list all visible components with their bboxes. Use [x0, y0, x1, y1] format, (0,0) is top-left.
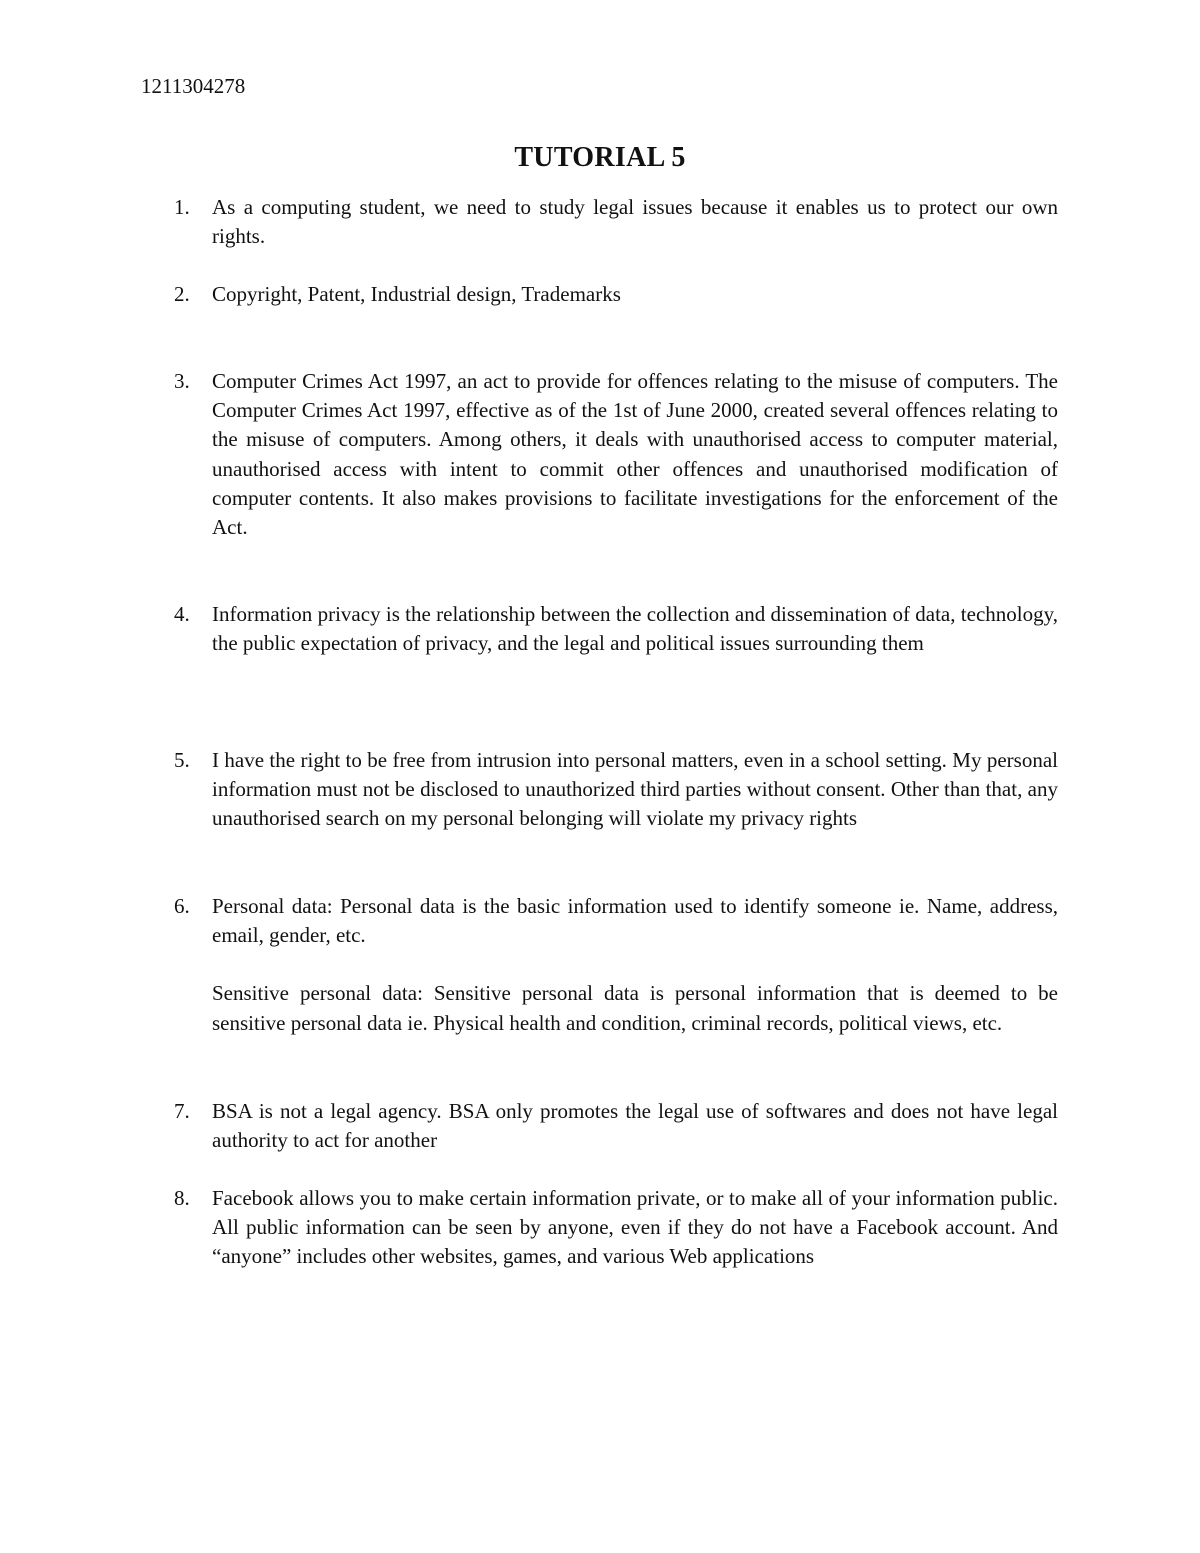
- item-paragraph: Personal data: Personal data is the basic information used to identify someone ie. Name, address, email, gender, etc.: [212, 894, 1058, 948]
- item-number: 2.: [174, 282, 190, 306]
- item-text: [212, 746, 1058, 834]
- item-paragraph: Computer Crimes Act 1997, an act to provide for offences relating to the misuse of computers. The Computer Crimes Act 1997, effective as of the 1st of June 2000, created several offences relating to the misuse of computers. Among others, it deals with unauthorised access to computer material, unauthorised access with intent to commit other offences and unauthorised modification of computer contents. It also makes provisions to facilitate investigations for the enforcement of the Act.: [212, 369, 1058, 540]
- item-text: [212, 280, 1058, 309]
- item-number: 3.: [174, 369, 190, 393]
- item-paragraph: Sensitive personal data: Sensitive personal data is personal information that is deemed to be sensitive personal data ie. Physical health and condition, criminal records, political views, etc.: [212, 981, 1058, 1035]
- item-number: 1.: [174, 195, 190, 219]
- item-text: [212, 1184, 1058, 1272]
- item-text: [212, 892, 1058, 1038]
- item-paragraph: Information privacy is the relationship between the collection and dissemination of data, technology, the public expectation of privacy, and the legal and political issues surrounding them: [212, 602, 1058, 656]
- item-number: 5.: [174, 748, 190, 772]
- item-number: 6.: [174, 894, 190, 918]
- item-text: [212, 193, 1058, 251]
- item-paragraph: Facebook allows you to make certain information private, or to make all of your information public. All public information can be seen by anyone, even if they do not have a Facebook account. And “anyone” includes other websites, games, and various Web applications: [212, 1186, 1058, 1269]
- item-text: [212, 600, 1058, 658]
- item-number: 7.: [174, 1099, 190, 1123]
- item-number: 4.: [174, 602, 190, 626]
- item-text: [212, 1097, 1058, 1155]
- page-title: TUTORIAL 5: [514, 142, 686, 173]
- item-number: 8.: [174, 1186, 190, 1210]
- item-paragraph: BSA is not a legal agency. BSA only promotes the legal use of softwares and does not have legal authority to act for another: [212, 1099, 1058, 1153]
- item-text: [212, 367, 1058, 542]
- student-id: 1211304278: [141, 74, 246, 98]
- item-paragraph: Copyright, Patent, Industrial design, Trademarks: [212, 282, 621, 306]
- item-paragraph: I have the right to be free from intrusion into personal matters, even in a school setting. My personal information must not be disclosed to unauthorized third parties without consent. Other than that, any unauthorised search on my personal belonging will violate my privacy rights: [212, 748, 1058, 831]
- item-paragraph: As a computing student, we need to study legal issues because it enables us to protect our own rights.: [212, 195, 1058, 249]
